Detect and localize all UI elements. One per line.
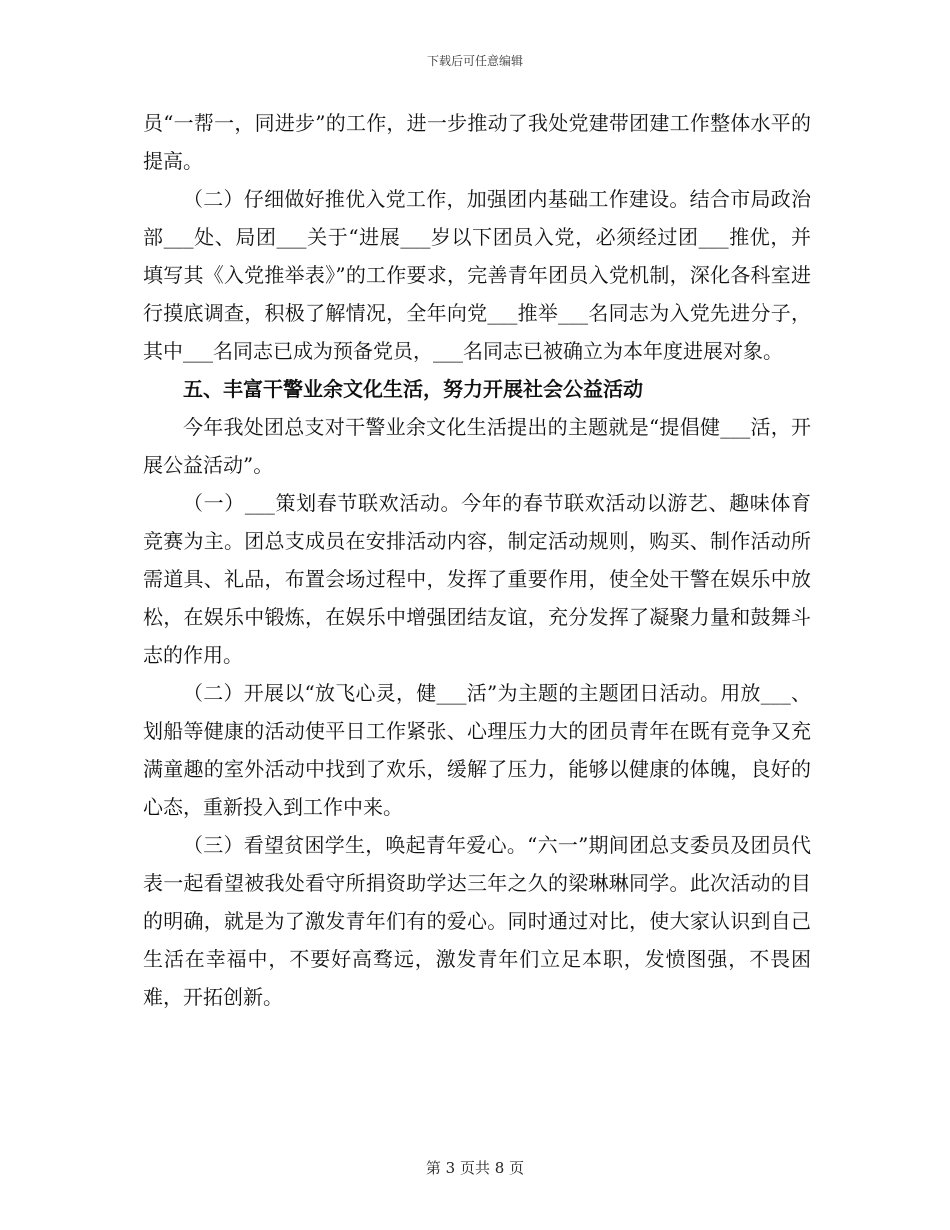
paragraph-theme: 今年我处团总支对干警业余文化生活提出的主题就是“提倡健___活，开展公益活动”。 xyxy=(143,415,811,477)
page-number: 第 3 页共 8 页 xyxy=(425,1159,525,1177)
paragraph-continuation: 员“一帮一，同进步”的工作，进一步推动了我处党建带团建工作整体水平的提高。 xyxy=(143,111,811,173)
paragraph-student-visit: （三）看望贫困学生，唤起青年爱心。“六一”期间团总支委员及团员代表一起看望被我处看守所捐资助学达三年之久的梁琳琳同学。此次活动的目的明确，就是为了激发青年们有的爱心。同时通过对比，使大家认识到自己生活在幸福中，不要好高骛远，激发青年们立足本职，发愤图强，不畏困难，开拓创新。 xyxy=(143,833,811,1009)
document-body xyxy=(143,104,811,1016)
page-header: 下载后可任意编辑 xyxy=(426,54,523,68)
paragraph-league-day: （二）开展以“放飞心灵，健___活”为主题的主题团日活动。用放___、划船等健康的活动使平日工作紧张、心理压力大的团员青年在既有竞争又充满童趣的室外活动中找到了欢乐，缓解了压力，能够以健康的体魄，良好的心态，重新投入到工作中来。 xyxy=(143,681,811,819)
section-heading: 五、丰富干警业余文化生活，努力开展社会公益活动 xyxy=(183,377,643,401)
paragraph-spring-festival: （一）___策划春节联欢活动。今年的春节联欢活动以游艺、趣味体育竞赛为主。团总支成员在安排活动内容，制定活动规则，购买、制作活动所需道具、礼品，布置会场过程中，发挥了重要作用，使全处干警在娱乐中放松，在娱乐中锻炼，在娱乐中增强团结友谊，充分发挥了凝聚力量和鼓舞斗志的作用。 xyxy=(143,491,811,667)
paragraph-party-recommendation: （二）仔细做好推优入党工作，加强团内基础工作建设。结合市局政治部___处、局团___关于“进展___岁以下团员入党，必须经过团___推优，并填写其《入党推举表》”的工作要求，完善青年团员入党机制，深化各科室进行摸底调查，积极了解情况，全年向党___推举___名同志为入党先进分子，其中___名同志已成为预备党员，___名同志已被确立为本年度进展对象。 xyxy=(143,187,811,363)
